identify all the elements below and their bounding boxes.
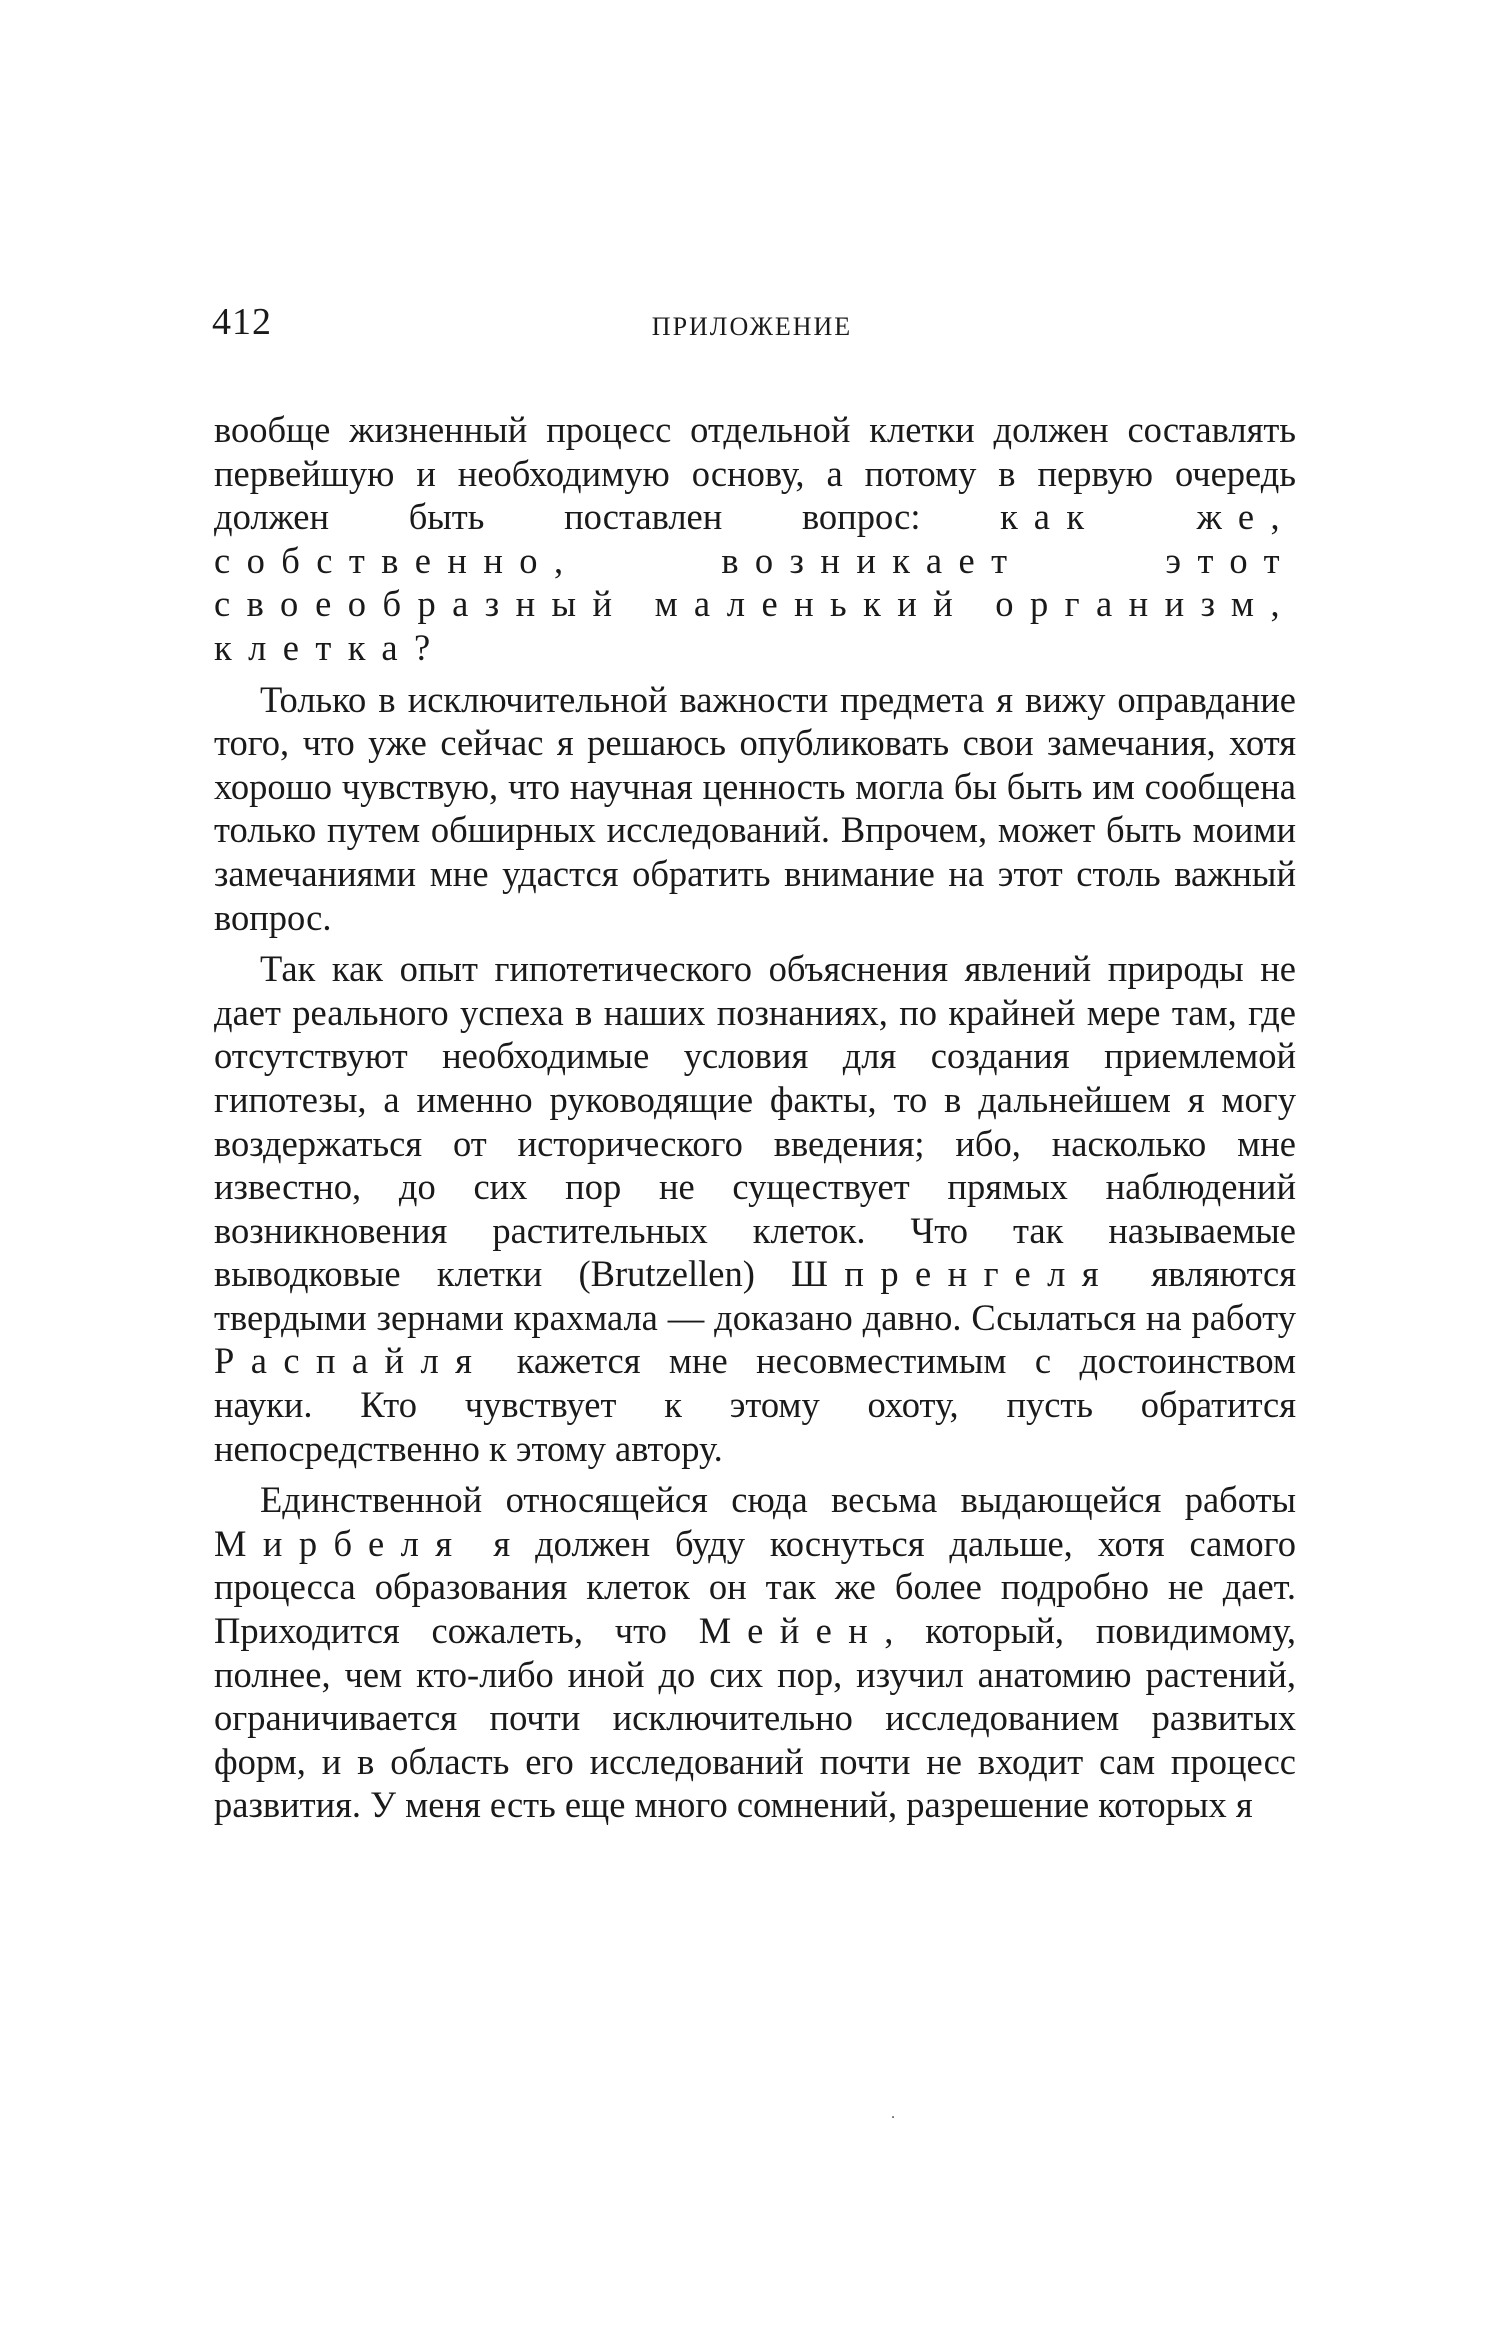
author-name-mirbel: Мирбеля	[214, 1522, 469, 1564]
author-name-raspail: Распайля	[214, 1340, 489, 1382]
paragraph-1	[214, 408, 1296, 670]
paragraph-3	[214, 947, 1296, 1470]
paragraph-4-text-a: Единственной относящейся сюда весьма выдающейся работы	[260, 1479, 1296, 1521]
paragraph-2	[214, 678, 1296, 940]
paragraph-3-text-c: кажется мне несовместимым с достоинством науки. Кто чувствует к этому охоту, пусть обратится непосредственно к этому автору.	[214, 1340, 1296, 1469]
paragraph-3-text-b: являются твердыми зернами крахмала — доказано давно. Ссылаться на работу	[214, 1253, 1296, 1338]
author-name-meyen: Мейен	[698, 1610, 885, 1652]
paragraph-4-text-c: , который, повидимому, полнее, чем кто-либо иной до сих пор, изучил анатомию растений, ограничивается почти исключительно исследованием развитых форм, и в область его исследований почти не входит сам процесс развития. У меня есть еще много сомнений, разрешение которых я	[214, 1610, 1297, 1826]
running-title: ПРИЛОЖЕНИЕ	[651, 312, 853, 341]
page-header	[212, 300, 1292, 360]
paragraph-4-text-b: я должен буду коснуться дальше, хотя самого процесса образования клеток он так же более подробно не дает. Приходится сожалеть, что	[214, 1522, 1296, 1652]
paragraph-1-text: вообще жизненный процесс отдельной клетки должен составлять первейшую и необходимую основу, а потому в первую очередь должен быть поставлен вопрос:	[214, 409, 1296, 538]
page-number: 412	[212, 301, 272, 343]
paragraph-4	[214, 1478, 1296, 1827]
body-text	[214, 408, 1296, 1827]
paragraph-2-text: Только в исключительной важности предмета я вижу оправдание того, что уже сейчас я решаюсь опубликовать свои замечания, хотя хорошо чувствую, что научная ценность могла бы быть им сообщена только путем обширных исследований. Впрочем, может быть моими замечаниями мне удастся обратить внимание на этот столь важный вопрос.	[214, 678, 1296, 938]
paragraph-3-text-a: Так как опыт гипотетического объяснения явлений природы не дает реального успеха в наших познаниях, по крайней мере там, где отсутствуют необходимые условия для создания приемлемой гипотезы, а именно руководящие факты, то в дальнейшем я могу воздержаться от исторического введения; ибо, насколько мне известно, до сих пор не существует прямых наблюдений возникновения растительных клеток. Что так называемые выводковые клетки (Brutzellen)	[214, 948, 1296, 1295]
print-speck: ˙	[890, 2112, 896, 2132]
author-name-sprengel: Шпренгеля	[791, 1253, 1115, 1295]
emphasized-question: как же, собственно, возникает этот своеобразный маленький организм, клетка?	[214, 496, 1296, 668]
